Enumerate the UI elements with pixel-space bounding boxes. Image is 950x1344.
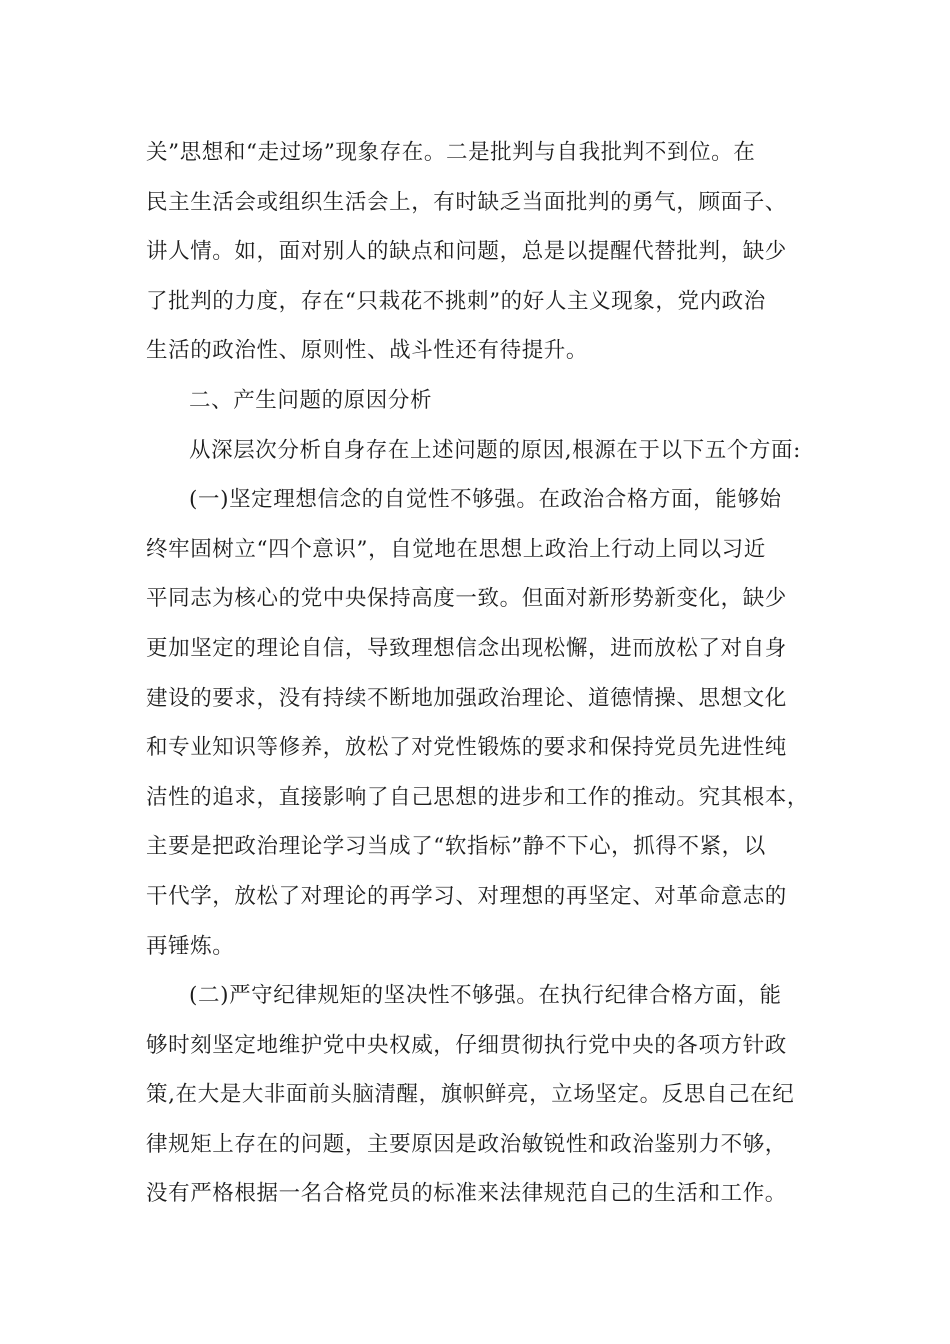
text-line: 洁性的追求，直接影响了自己思想的进步和工作的推动。究其根本，: [146, 784, 810, 810]
text-line: 关”思想和“走过场”现象存在。二是批判与自我批判不到位。在: [146, 140, 756, 165]
document-body: [146, 128, 810, 1219]
text-line: 平同志为核心的党中央保持高度一致。但面对新形势新变化，缺少: [146, 586, 787, 612]
text-line: 更加坚定的理论自信，导致理想信念出现松懈，进而放松了对自身: [146, 635, 787, 661]
text-line: 律规矩上存在的问题，主要原因是政治敏锐性和政治鉴别力不够，: [146, 1131, 787, 1157]
subsection-heading: (一)坚定理想信念的自觉性不够强。在政治合格方面，能够始: [189, 487, 782, 513]
text-line: 没有严格根据一名合格党员的标准来法律规范自己的生活和工作。: [146, 1181, 787, 1207]
text-line: 终牢固树立“四个意识”，自觉地在思想上政治上行动上同以习近: [146, 536, 766, 562]
text-line: 再锤炼。: [146, 933, 235, 959]
text-line: 讲人情。如，面对别人的缺点和问题，总是以提醒代替批判，缺少: [146, 239, 787, 265]
text-line: 从深层次分析自身存在上述问题的原因,根源在于以下五个方面:: [189, 437, 801, 463]
section-heading: 二、产生问题的原因分析: [189, 387, 433, 413]
text-line: 和专业知识等修养，放松了对党性锻炼的要求和保持党员先进性纯: [146, 735, 787, 761]
text-line: 生活的政治性、原则性、战斗性还有待提升。: [146, 338, 589, 364]
text-line: 够时刻坚定地维护党中央权威，仔细贯彻执行党中央的各项方针政: [146, 1032, 787, 1058]
subsection-heading: (二)严守纪律规矩的坚决性不够强。在执行纪律合格方面，能: [189, 983, 782, 1009]
text-line: 建设的要求，没有持续不断地加强政治理论、道德情操、思想文化: [146, 685, 787, 711]
text-line: 策,在大是大非面前头脑清醒，旗帜鲜亮，立场坚定。反思自己在纪: [146, 1082, 795, 1108]
text-line: 主要是把政治理论学习当成了“软指标”静不下心，抓得不紧，以: [146, 834, 766, 860]
text-line: 了批判的力度，存在“只栽花不挑刺”的好人主义现象，党内政治: [146, 288, 766, 314]
text-line: 民主生活会或组织生活会上，有时缺乏当面批判的勇气，顾面子、: [146, 189, 787, 215]
text-line: 干代学，放松了对理论的再学习、对理想的再坚定、对革命意志的: [146, 883, 787, 909]
